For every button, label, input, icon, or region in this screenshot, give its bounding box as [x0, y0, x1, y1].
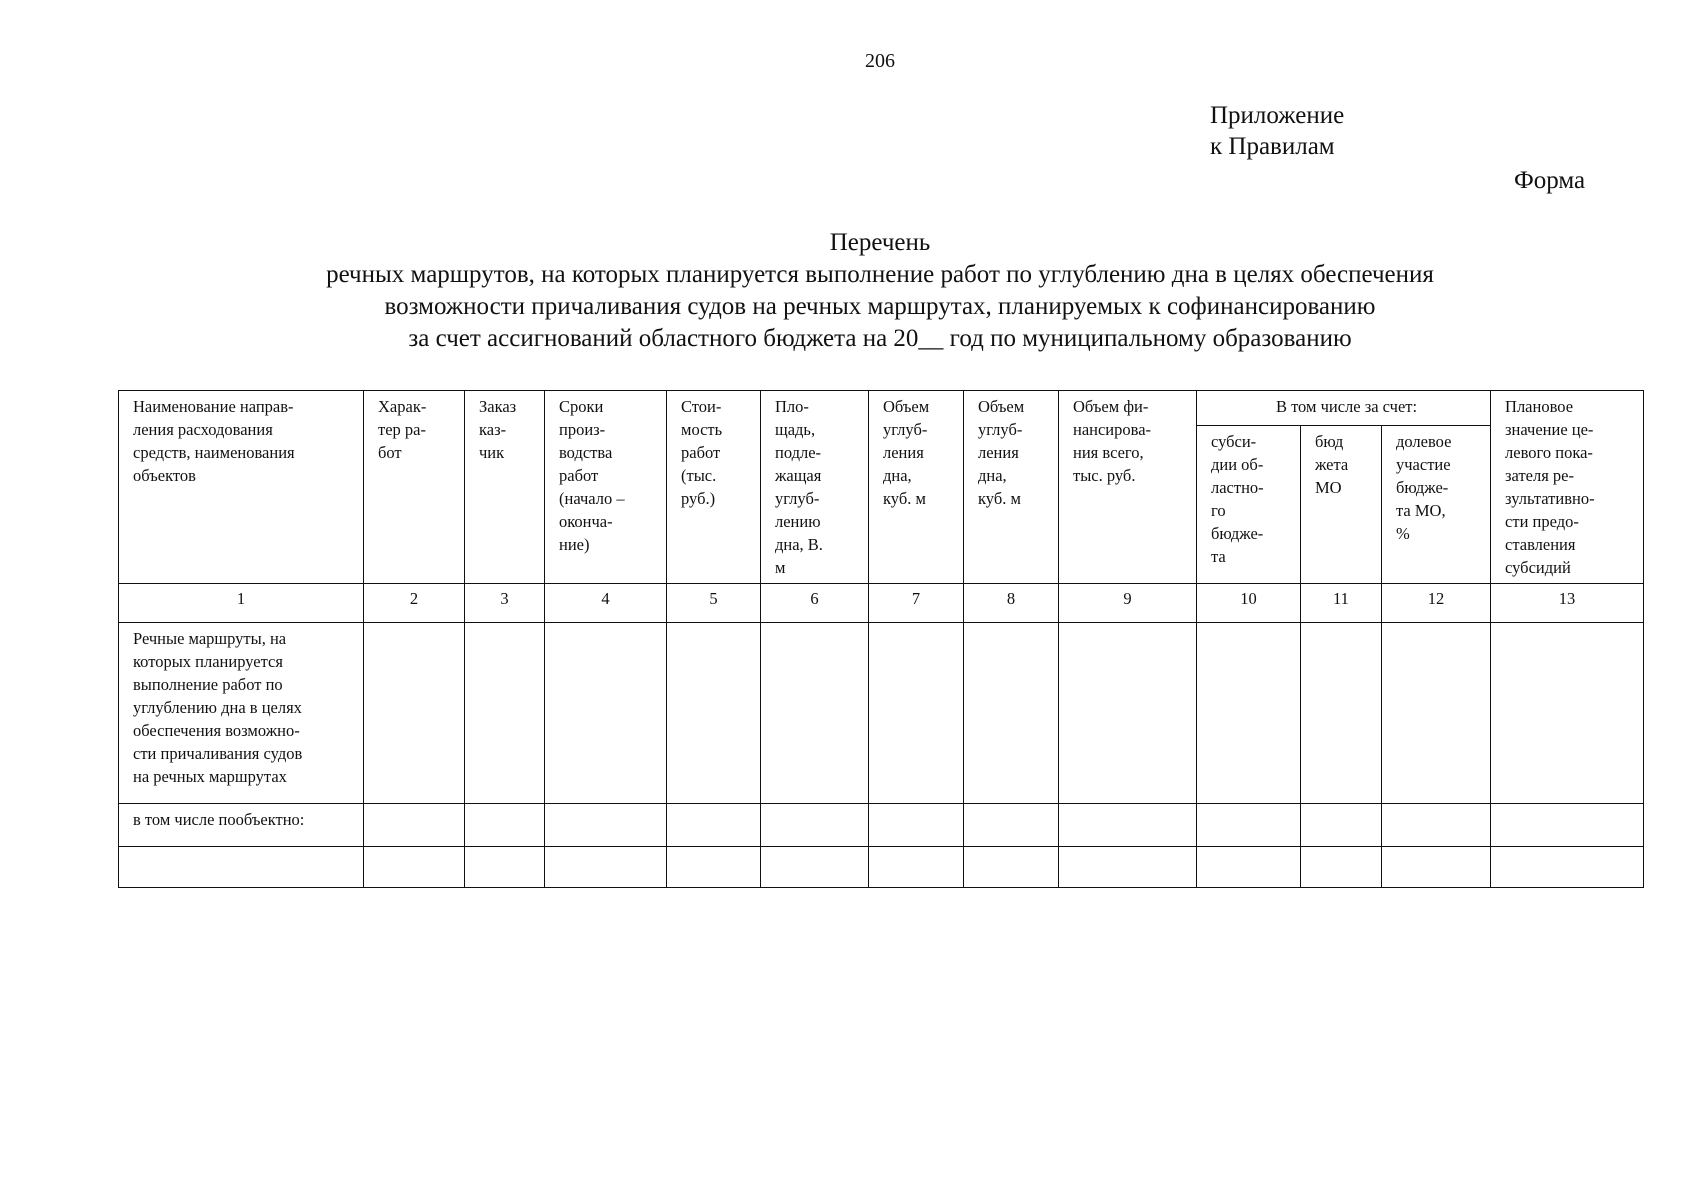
table-cell: [667, 623, 761, 804]
appendix-line-2: к Правилам: [1210, 133, 1335, 160]
table-cell: [1491, 623, 1644, 804]
table-cell: [465, 804, 545, 847]
table-cell: [964, 623, 1059, 804]
table-cell: [465, 623, 545, 804]
table-cell: [761, 847, 869, 888]
table-cell: [1059, 623, 1197, 804]
document-title: [200, 227, 1560, 355]
column-number: 4: [545, 584, 667, 623]
column-number: 1: [119, 584, 364, 623]
column-number: 10: [1197, 584, 1301, 623]
header-regional-subsidy: субси- дии об- ластно- го бюдже- та: [1197, 425, 1301, 584]
table-cell: [964, 804, 1059, 847]
column-number: 2: [364, 584, 465, 623]
table-cell: [545, 804, 667, 847]
table-cell: [364, 847, 465, 888]
table-cell: [1301, 623, 1382, 804]
table-cell: [1301, 847, 1382, 888]
header-row-1: [119, 391, 1644, 426]
table-cell: [869, 804, 964, 847]
table-cell: [545, 847, 667, 888]
table-cell: [761, 804, 869, 847]
column-number: 12: [1382, 584, 1491, 623]
column-number: 6: [761, 584, 869, 623]
table-cell: [1382, 623, 1491, 804]
table-cell: [364, 623, 465, 804]
header-objects-name: Наименование направ- ления расходования средств, наименования объектов: [119, 391, 364, 584]
row-label-river-routes: Речные маршруты, на которых планируется выполнение работ по углублению дна в целях обеспечения возможно- сти причаливания судов на речных маршрутах: [119, 623, 364, 804]
header-dredging-volume-2: Объем углуб- ления дна, куб. м: [964, 391, 1059, 584]
title-line-4: за счет ассигнований областного бюджета на 20__ год по муниципальному образованию: [408, 325, 1352, 352]
table-cell: [1491, 804, 1644, 847]
table-cell: [667, 847, 761, 888]
header-customer: Заказ каз- чик: [465, 391, 545, 584]
column-number: 3: [465, 584, 545, 623]
table-row-river-routes: [119, 623, 1644, 804]
table-cell: [1059, 847, 1197, 888]
table-cell: [1491, 847, 1644, 888]
table-cell: [869, 847, 964, 888]
table-cell: [1301, 804, 1382, 847]
table-cell: [1382, 804, 1491, 847]
table-cell: [667, 804, 761, 847]
routes-table: [118, 390, 1644, 888]
table-cell: [1382, 847, 1491, 888]
header-dredging-area: Пло- щадь, подле- жащая углуб- лению дна, В. м: [761, 391, 869, 584]
column-number: 7: [869, 584, 964, 623]
table-cell: [1197, 623, 1301, 804]
table-row-by-object: [119, 804, 1644, 847]
column-number: 8: [964, 584, 1059, 623]
form-label: Форма: [1514, 167, 1586, 194]
column-number: 5: [667, 584, 761, 623]
column-number-row: [119, 584, 1644, 623]
table-cell: [545, 623, 667, 804]
header-total-financing: Объем фи- нансирова- ния всего, тыс. руб.: [1059, 391, 1197, 584]
header-target-indicator: Плановое значение це- левого пока- зателя ре- зультативно- сти предо- ставления субсидий: [1491, 391, 1644, 584]
page-number: 206: [865, 50, 895, 72]
appendix-header: [1210, 100, 1344, 162]
header-dredging-volume-1: Объем углуб- ления дна, куб. м: [869, 391, 964, 584]
table-cell: [364, 804, 465, 847]
title-line-2: речных маршрутов, на которых планируется выполнение работ по углублению дна в целях обеспечения: [326, 261, 1434, 288]
title-line-1: Перечень: [829, 229, 931, 256]
appendix-line-1: Приложение: [1210, 102, 1345, 129]
header-mo-budget: бюд жета МО: [1301, 425, 1382, 584]
table-cell: [1197, 804, 1301, 847]
title-line-3: возможности причаливания судов на речных маршрутах, планируемых к софинансированию: [384, 293, 1376, 320]
table-cell: [119, 847, 364, 888]
column-number: 11: [1301, 584, 1382, 623]
header-work-type: Харак- тер ра- бот: [364, 391, 465, 584]
row-label-by-object: в том числе пообъектно:: [119, 804, 364, 847]
table-cell: [869, 623, 964, 804]
table-cell: [1197, 847, 1301, 888]
column-number: 9: [1059, 584, 1197, 623]
table-cell: [964, 847, 1059, 888]
table-cell: [761, 623, 869, 804]
header-work-period: Сроки произ- водства работ (начало – оконча- ние): [545, 391, 667, 584]
table-row-empty: [119, 847, 1644, 888]
column-number: 13: [1491, 584, 1644, 623]
table-cell: [1059, 804, 1197, 847]
header-funding-sources-group: В том числе за счет:: [1197, 391, 1491, 426]
table-cell: [465, 847, 545, 888]
header-mo-share: долевое участие бюдже- та МО, %: [1382, 425, 1491, 584]
header-work-cost: Стои- мость работ (тыс. руб.): [667, 391, 761, 584]
